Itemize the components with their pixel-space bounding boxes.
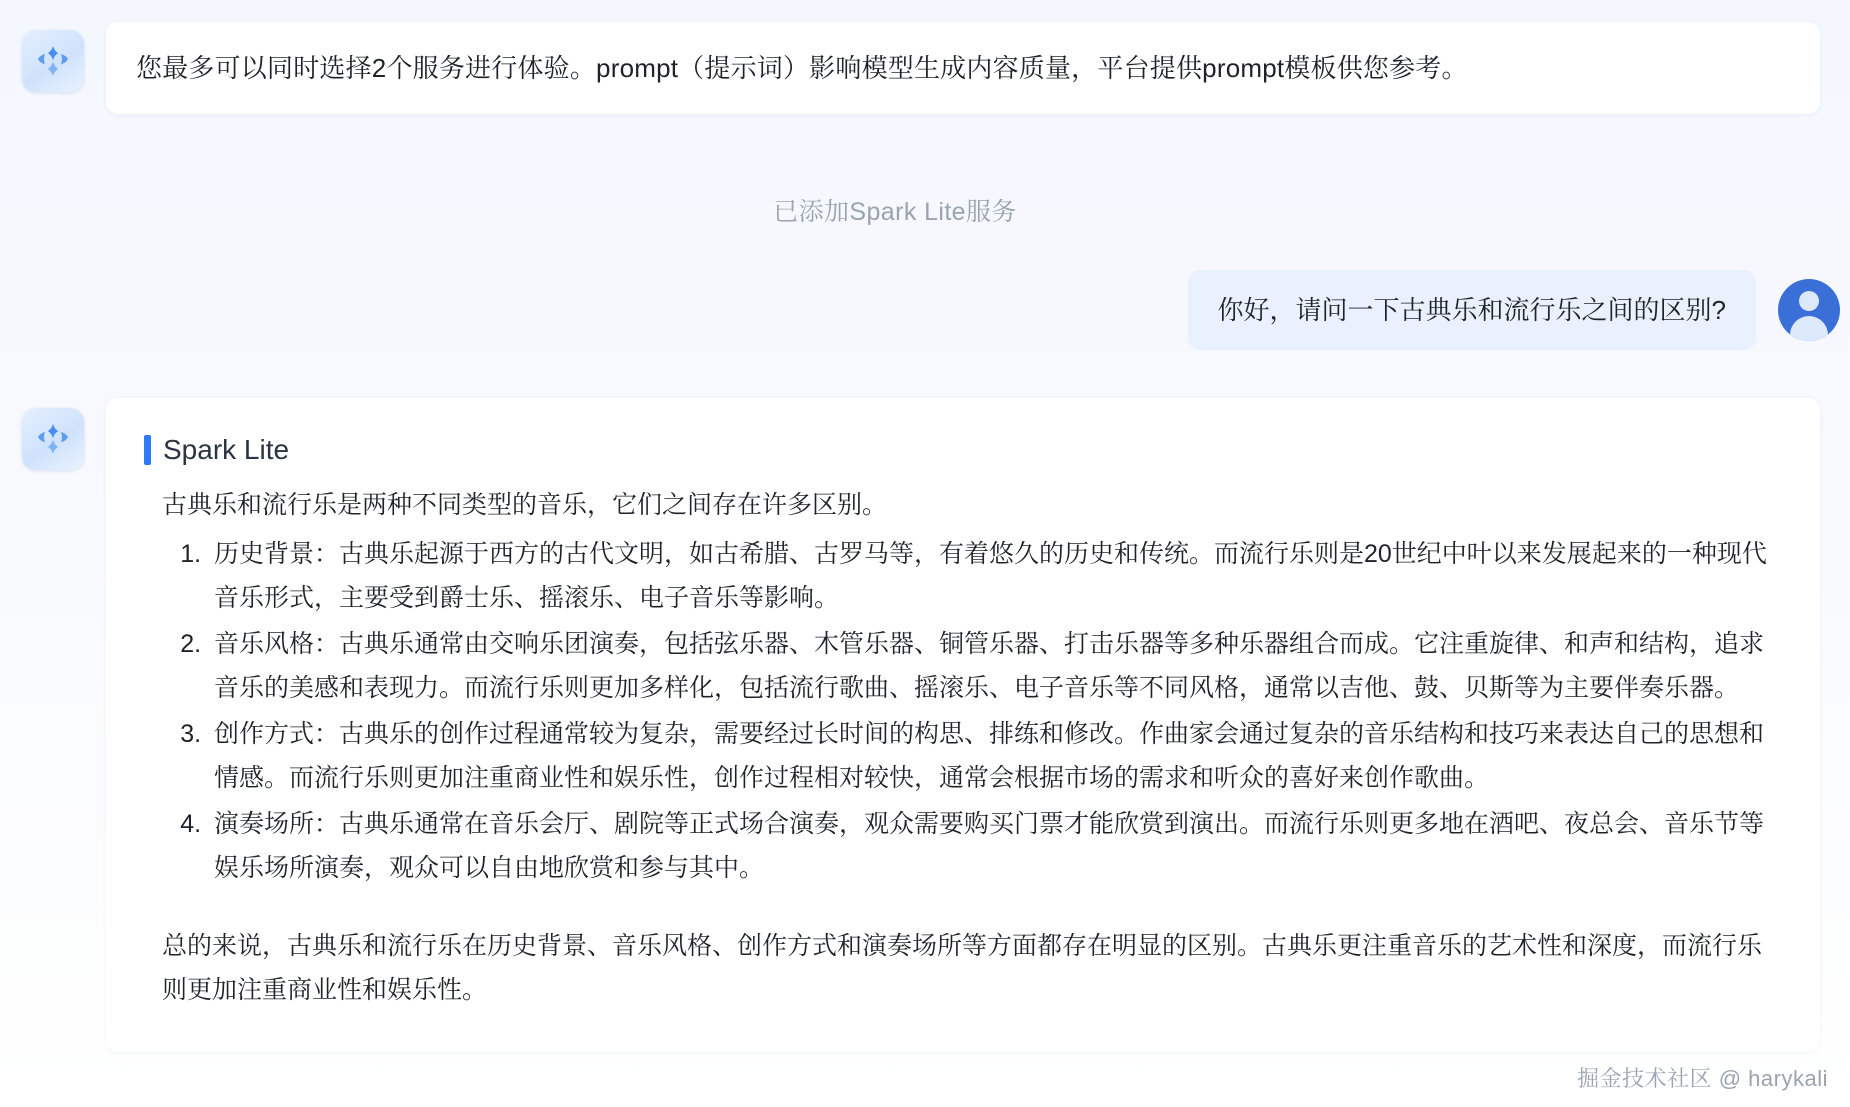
list-item-text: 音乐风格：古典乐通常由交响乐团演奏，包括弦乐器、木管乐器、铜管乐器、打击乐器等多种乐器组合而成。它注重旋律、和声和结构，追求音乐的美感和表现力。而流行乐则更加多样化，包括流行歌曲、摇滚乐、电子音乐等不同风格，通常以吉他、鼓、贝斯等为主要伴奏乐器。: [214, 630, 1765, 702]
answer-intro: 古典乐和流行乐是两种不同类型的音乐，它们之间存在许多区别。: [162, 491, 888, 519]
assistant-message-row: [0, 398, 1850, 1052]
assistant-answer-card: [106, 398, 1820, 1052]
user-message-bubble: 你好，请问一下古典乐和流行乐之间的区别?: [1188, 270, 1756, 350]
list-item: [208, 712, 1786, 800]
spark-logo-icon: [22, 408, 84, 470]
answer-points-list: [162, 532, 1786, 890]
model-name-row: [144, 434, 1786, 466]
notice-row: [0, 22, 1850, 114]
system-tip: 已添加Spark Lite服务: [773, 198, 1017, 226]
list-item: [208, 622, 1786, 710]
model-name-label: Spark Lite: [163, 434, 290, 465]
user-avatar-icon: [1778, 279, 1840, 341]
list-item-text: 历史背景：古典乐起源于西方的古代文明，如古希腊、古罗马等，有着悠久的历史和传统。而流行乐则是20世纪中叶以来发展起来的一种现代音乐形式，主要受到爵士乐、摇滚乐、电子音乐等影响。: [214, 540, 1767, 612]
list-item-text: 演奏场所：古典乐通常在音乐会厅、剧院等正式场合演奏，观众需要购买门票才能欣赏到演出。而流行乐则更多地在酒吧、夜总会、音乐节等娱乐场所演奏，观众可以自由地欣赏和参与其中。: [214, 810, 1765, 882]
list-item: [208, 802, 1786, 890]
answer-summary: 总的来说，古典乐和流行乐在历史背景、音乐风格、创作方式和演奏场所等方面都存在明显的区别。古典乐更注重音乐的艺术性和深度，而流行乐则更加注重商业性和娱乐性。: [162, 932, 1763, 1004]
watermark: 掘金技术社区 @ harykali: [1577, 1066, 1828, 1091]
list-item: [208, 532, 1786, 620]
notice-banner: [106, 22, 1820, 114]
accent-bar-icon: [144, 435, 151, 465]
user-message-row: [0, 270, 1850, 350]
spark-logo-icon: [22, 30, 84, 92]
list-item-text: 创作方式：古典乐的创作过程通常较为复杂，需要经过长时间的构思、排练和修改。作曲家会通过复杂的音乐结构和技巧来表达自己的思想和情感。而流行乐则更加注重商业性和娱乐性，创作过程相对较快，通常会根据市场的需求和听众的喜好来创作歌曲。: [214, 720, 1765, 792]
notice-text: 您最多可以同时选择2个服务进行体验。prompt（提示词）影响模型生成内容质量，平台提供prompt模板供您参考。: [136, 53, 1468, 83]
